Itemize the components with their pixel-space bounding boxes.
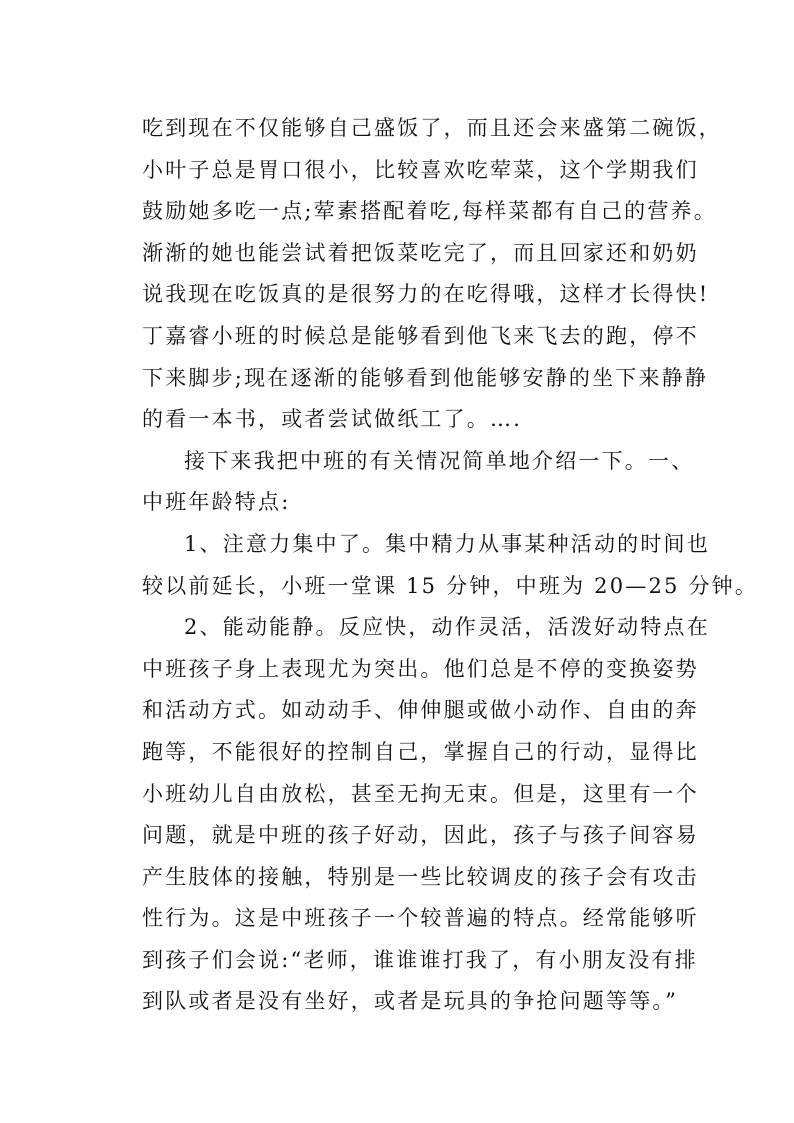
text-line: 中班孩子身上表现尤为突出。他们总是不停的变换姿势 — [142, 656, 699, 681]
text-line: 跑等，不能很好的控制自己，掌握自己的行动，显得比 — [142, 739, 699, 764]
text-line: 1、注意力集中了。集中精力从事某种活动的时间也 — [184, 531, 710, 556]
text-line: 产生肢体的接触，特别是一些比较调皮的孩子会有攻击 — [142, 864, 699, 889]
text-line: 到队或者是没有坐好，或者是玩具的争抢问题等等。” — [142, 989, 679, 1014]
text-line: 吃到现在不仅能够自己盛饭了，而且还会来盛第二碗饭， — [142, 116, 722, 140]
text-line: 小班幼儿自由放松，甚至无拘无束。但是，这里有一个 — [142, 781, 699, 806]
text-line: 较以前延长，小班一堂课 15 分钟，中班为 20—25 分钟。 — [142, 573, 759, 598]
text-line: 和活动方式。如动动手、伸伸腿或做小动作、自由的奔 — [142, 698, 699, 723]
text-line: 2、能动能静。反应快，动作灵活，活泼好动特点在 — [184, 615, 710, 640]
document-page — [142, 108, 759, 1023]
text-line: 鼓励她多吃一点;荤素搭配着吃,每样菜都有自己的营养。 — [142, 199, 717, 224]
text-line: 下来脚步;现在逐渐的能够看到他能够安静的坐下来静静 — [142, 365, 709, 390]
text-line: 性行为。这是中班孩子一个较普遍的特点。经常能够听 — [142, 906, 699, 931]
text-line: 接下来我把中班的有关情况简单地介绍一下。一、 — [184, 448, 695, 473]
text-line: 的看一本书，或者尝试做纸工了。…. — [142, 407, 523, 432]
text-line: 问题，就是中班的孩子好动，因此，孩子与孩子间容易 — [142, 823, 699, 848]
text-line: 说我现在吃饭真的是很努力的在吃得哦，这样才长得快! — [142, 282, 710, 307]
text-line: 丁嘉睿小班的时候总是能够看到他飞来飞去的跑，停不 — [142, 323, 699, 348]
text-line: 渐渐的她也能尝试着把饭菜吃完了，而且回家还和奶奶 — [142, 240, 699, 265]
text-line: 中班年龄特点: — [142, 490, 291, 515]
text-line: 小叶子总是胃口很小，比较喜欢吃荤菜，这个学期我们 — [142, 157, 699, 182]
text-line: 到孩子们会说:“老师，谁谁谁打我了，有小朋友没有排 — [142, 947, 698, 972]
